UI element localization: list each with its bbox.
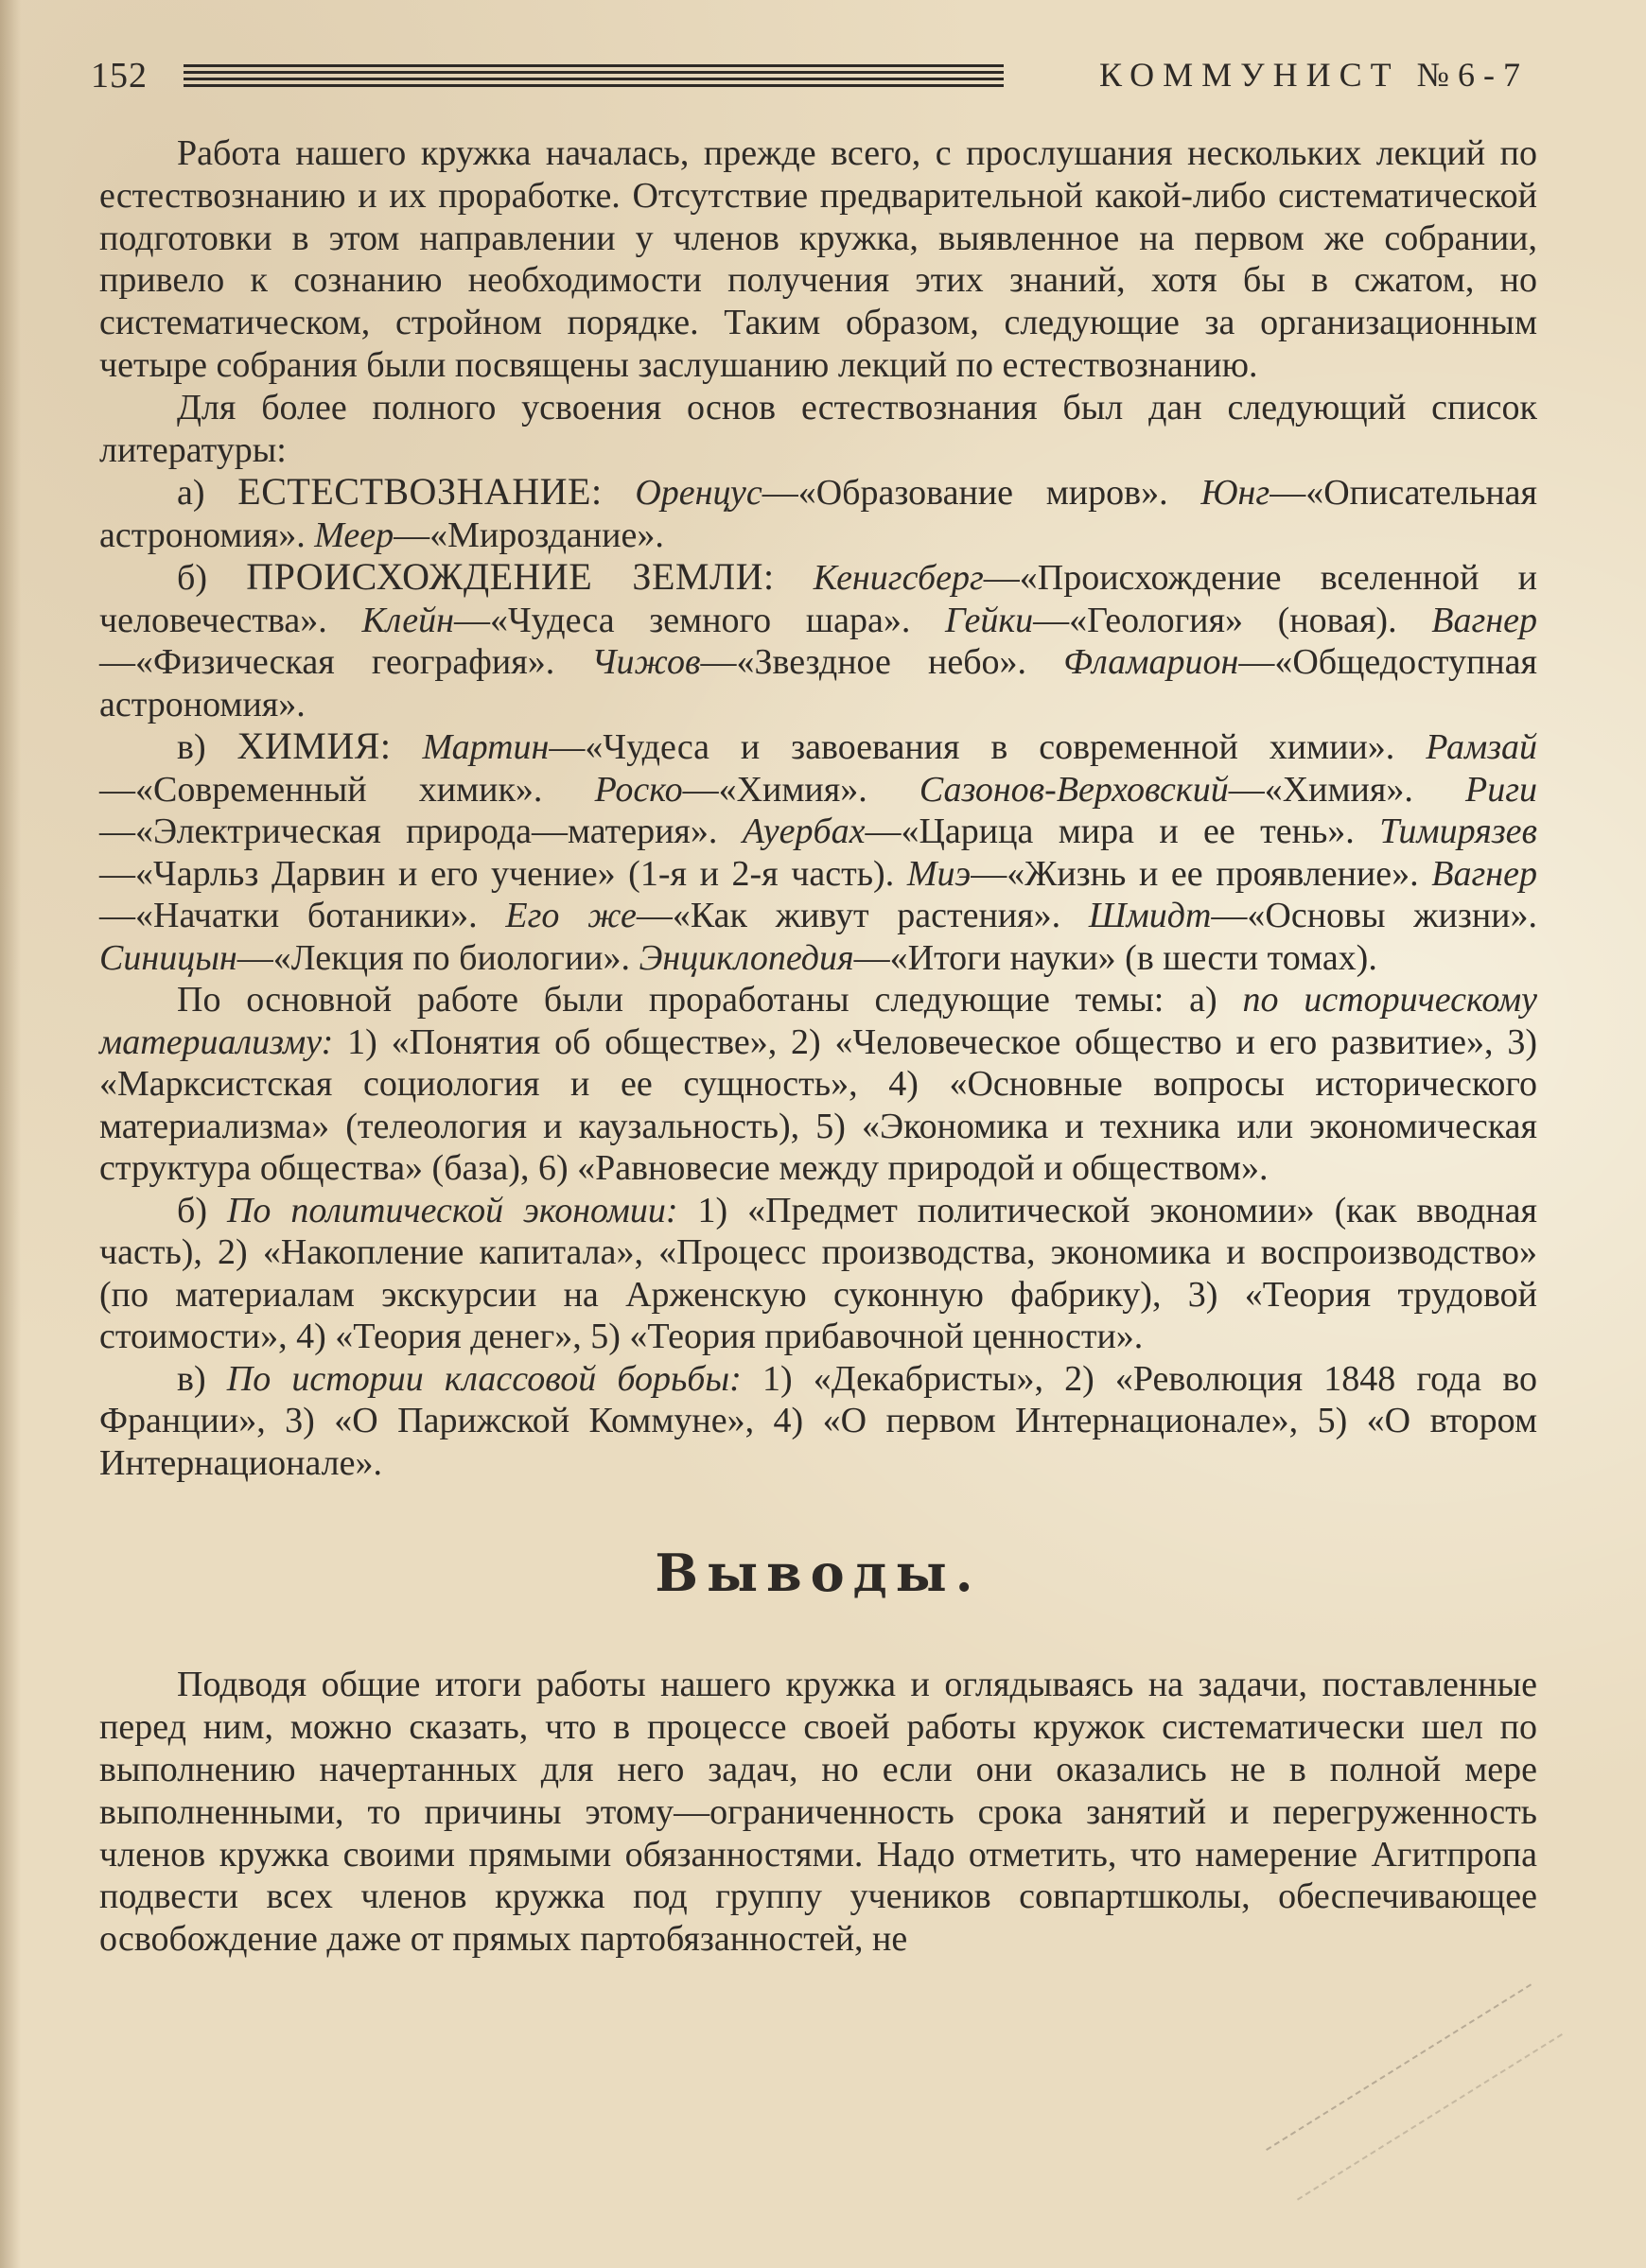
author: Шмидт (1088, 896, 1212, 936)
journal-title: КОММУНИСТ №6-7 (1099, 56, 1529, 94)
topic-list: 1) «Декабристы», 2) «Революция 1848 года во Франции», 3) «О Парижской Коммуне», 4) «О первом Интернационале», 5) «О втором Интернационале». (99, 1358, 1538, 1483)
author: Роско (594, 769, 683, 810)
page-spine-shadow (0, 0, 21, 2268)
book-title: —«Царица мира и ее тень». (865, 811, 1355, 852)
page-number: 152 (91, 56, 148, 96)
author: Гейки (945, 600, 1034, 640)
book-title: —«Звездное небо». (700, 642, 1027, 683)
author: Рамзай (1426, 727, 1538, 768)
list-label: б) (177, 558, 207, 599)
section-heading-conclusions: Выводы. (655, 1543, 982, 1604)
author: Синицын (99, 937, 237, 978)
topics-political-economy (99, 1190, 1537, 1358)
author: Юнг (1200, 473, 1270, 514)
book-title: —«Мироздание». (394, 515, 664, 555)
author: Клейн (361, 600, 454, 640)
topic-list: 1) «Предмет политической экономии» (как вводная часть), 2) «Накопление капитала», «Процесс производства, экономика и воспроизводство» (по материалам экскурсии на Арженскую суконную фабрику), 3) «Теория трудовой стоимости», 4) «Теория денег», 5) «Теория прибавочной ценности». (99, 1190, 1538, 1357)
paragraph-conclusions: Подводя общие итоги работы нашего кружка и оглядываясь на задачи, поставленные перед ним, можно сказать, что в процессе своей работы кружок систематически шел по выполнению начертанных для него задач, но если они оказались не в полной мере выполненными, то причины этому—ограниченность срока занятий и перегруженность членов кружка своими прямыми обязанностями. Надо отметить, что намерение Агитпропа подвести всех членов кружка под группу учеников совпартшколы, обеспечивающее освобождение даже от прямых партобязанностей, не (99, 1665, 1537, 1960)
topic-list: 1) «Понятия об обществе», 2) «Человеческое общество и его развитие», 3) «Марксистская социология и ее сущность», 4) «Основные вопросы исторического материализма» (телеология и каузальность), 5) «Экономика и техника или экономическая структура общества» (база), 6) «Равновесие между природой и обществом». (99, 1021, 1537, 1189)
book-title: —«Образование миров». (762, 473, 1168, 514)
author: Риги (1464, 769, 1538, 810)
book-title: —«Описательная астрономия». (99, 473, 1538, 555)
author: Меер (314, 515, 394, 555)
topics-class-struggle (99, 1358, 1537, 1485)
author: Миэ (906, 853, 972, 894)
book-title: —«Лекция по биологии». (236, 937, 631, 978)
author: Кенигсберг (813, 558, 984, 599)
running-header (91, 53, 1529, 100)
list-label: в) (177, 727, 206, 768)
author: Вагнер (1431, 600, 1538, 640)
list-heading: ЕСТЕСТВОЗНАНИЕ: (237, 470, 603, 514)
book-title: —«Чарльз Дарвин и его учение» (1-я и 2-я часть). (99, 853, 895, 894)
book-title: —«Геология» (новая). (1033, 600, 1397, 640)
author: Энциклопедия (639, 937, 854, 978)
book-title: —«Чудеса земного шара». (453, 600, 911, 640)
book-title: —«Итоги науки» (в шести томах). (853, 937, 1377, 978)
author: Мартин (422, 727, 550, 768)
header-rule (184, 64, 1004, 87)
topic-heading: по историческому материализму: (99, 980, 1538, 1062)
list-heading: ХИМИЯ: (236, 724, 392, 768)
book-title: —«Общедоступная астрономия». (99, 642, 1538, 724)
paragraph-reading-list-intro: Для более полного усвоения основ естествознания был дан следующий список литературы: (99, 387, 1537, 470)
paragraph-intro: Работа нашего кружка началась, прежде всего, с прослушания нескольких лекций по естествознанию и их проработке. Отсутствие предварительной какой-либо систематической подготовки в этом направлении у членов кружка, выявленное на первом же собрании, привело к сознанию необходимости получения этих знаний, хотя бы в сжатом, но систематическом, стройном порядке. Таким образом, следующие за организационным четыре собрания были посвящены заслушанию лекций по естествознанию. (99, 133, 1537, 385)
author: Вагнер (1431, 853, 1538, 894)
list-label: б) (177, 1190, 207, 1230)
book-title: —«Основы жизни». (1211, 896, 1538, 936)
book-title: —«Как живут растения». (636, 896, 1061, 936)
faded-stamp-mark (1266, 1983, 1563, 2200)
topic-heading: По политической экономии: (226, 1190, 678, 1230)
topics-intro: По основной работе были проработаны следующие темы: а) (177, 980, 1217, 1021)
book-title: —«Современный химик». (99, 769, 543, 810)
list-label: а) (177, 473, 205, 514)
author: Чижов (591, 642, 701, 683)
list-label: в) (177, 1358, 206, 1399)
book-title: —«Начатки ботаники». (99, 896, 478, 936)
book-title: —«Происхождение вселенной и человечества». (99, 558, 1537, 640)
author: Фламарион (1063, 642, 1239, 683)
author: Оренцус (635, 473, 762, 514)
book-title: —«Чудеса и завоевания в современной химии». (549, 727, 1395, 768)
author: Его же (505, 896, 637, 936)
article-body (99, 132, 1537, 1961)
book-title: —«Физическая география». (99, 642, 555, 683)
book-title: —«Электрическая природа—материя». (99, 811, 718, 852)
topic-heading: По истории классовой борьбы: (226, 1358, 742, 1399)
reading-list-natural-science (99, 471, 1537, 556)
book-title: —«Химия». (682, 769, 867, 810)
book-title: —«Жизнь и ее проявление». (971, 853, 1419, 894)
list-heading: ПРОИСХОЖДЕНИЕ ЗЕМЛИ: (246, 555, 775, 599)
author: Ауербах (742, 811, 866, 852)
reading-list-origin-of-earth (99, 556, 1537, 725)
author: Сазонов-Верховский (919, 769, 1229, 810)
reading-list-chemistry (99, 725, 1537, 979)
book-title: —«Химия». (1228, 769, 1413, 810)
author: Тимирязев (1379, 811, 1538, 852)
topics-historical-materialism (99, 979, 1537, 1190)
